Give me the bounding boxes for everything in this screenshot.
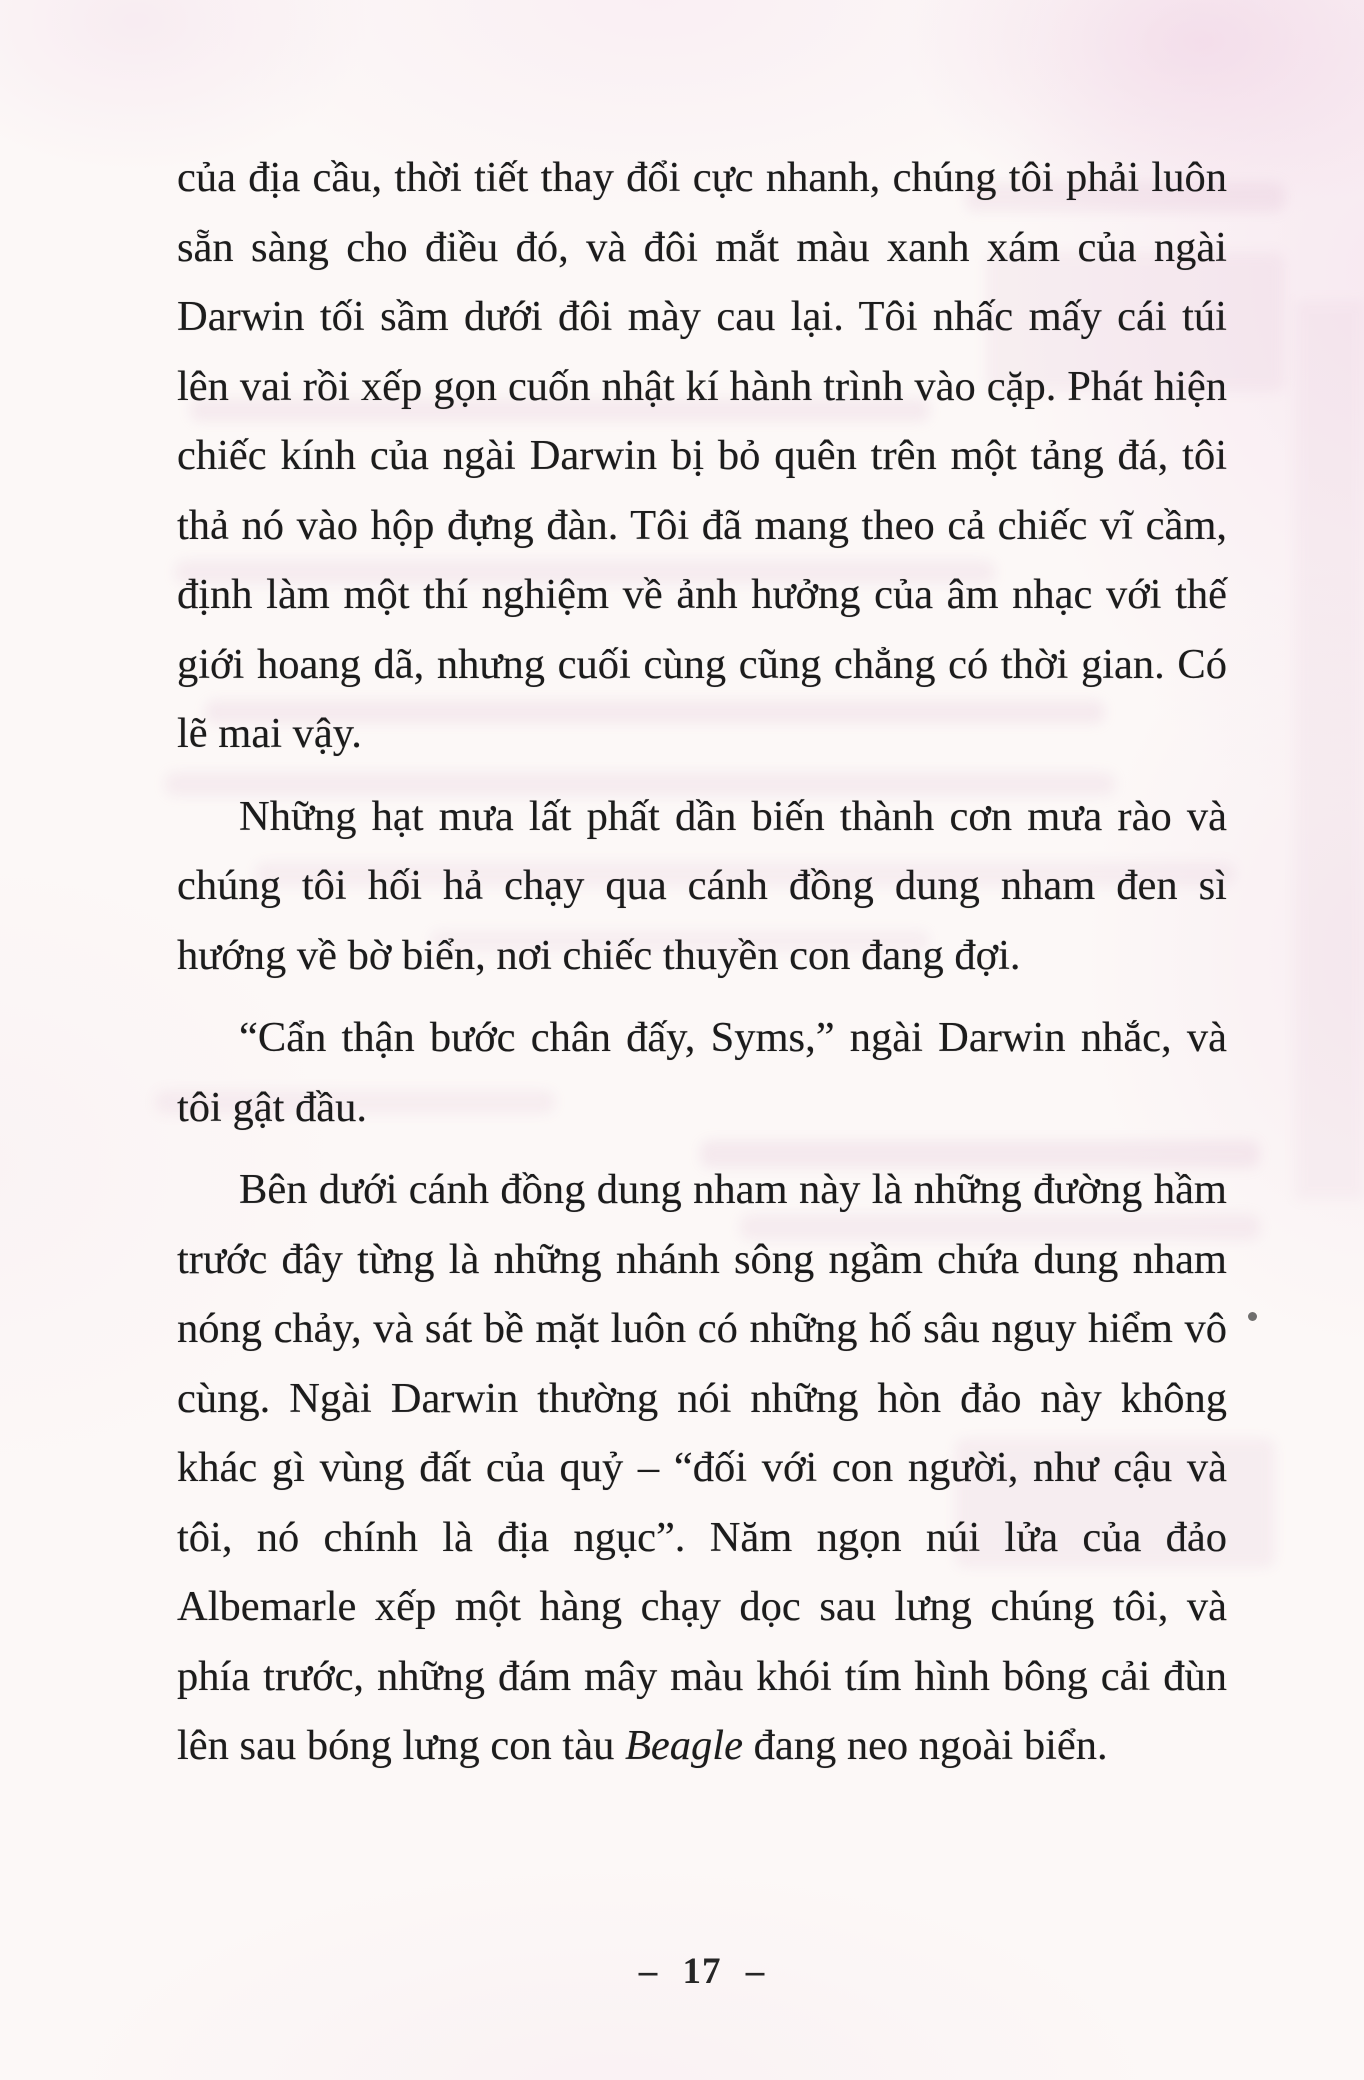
text-segment: “Cẩn thận bước chân đấy, Syms,” ngài Darwin nhắc, và tôi gật đầu. [177,1014,1227,1131]
text-segment: Những hạt mưa lất phất dần biến thành cơn mưa rào và chúng tôi hối hả chạy qua cánh đồng dung nham đen sì hướng về bờ biển, nơi chiếc thuyền con đang đợi. [177,792,1227,979]
text-segment: đang neo ngoài biển. [742,1722,1108,1769]
paragraph [177,143,1227,769]
paragraph [177,1003,1227,1142]
stray-ink-dot [1248,1312,1257,1321]
bleed-through-artifact [1295,300,1364,1200]
paragraph [177,1155,1227,1781]
text-segment: của địa cầu, thời tiết thay đổi cực nhanh, chúng tôi phải luôn sẵn sàng cho điều đó, và đôi mắt màu xanh xám của ngài Darwin tối sầm dưới đôi mày cau lại. Tôi nhấc mấy cái túi lên vai rồi xếp gọn cuốn nhật kí hành trình vào cặp. Phát hiện chiếc kính của ngài Darwin bị bỏ quên trên một tảng đá, tôi thả nó vào hộp đựng đàn. Tôi đã mang theo cả chiếc vĩ cầm, định làm một thí nghiệm về ảnh hưởng của âm nhạc với thế giới hoang dã, nhưng cuối cùng cũng chẳng có thời gian. Có lẽ mai vậy. [177,154,1227,757]
page-number-label: – 17 – [638,1951,766,1992]
italic-text-segment: Beagle [624,1722,743,1769]
text-segment: Bên dưới cánh đồng dung nham này là những đường hầm trước đây từng là những nhánh sông ngầm chứa dung nham nóng chảy, và sát bề mặt luôn có những hố sâu nguy hiểm vô cùng. Ngài Darwin thường nói những hòn đảo này không khác gì vùng đất của quỷ – “đối với con người, như cậu và tôi, nó chính là địa ngục”. Năm ngọn núi lửa của đảo Albemarle xếp một hàng chạy dọc sau lưng chúng tôi, và phía trước, những đám mây màu khói tím hình bông cải đùn lên sau bóng lưng con tàu [177,1166,1227,1769]
page-text [177,143,1227,1781]
page-number [177,1950,1227,1993]
paragraph [177,782,1227,991]
